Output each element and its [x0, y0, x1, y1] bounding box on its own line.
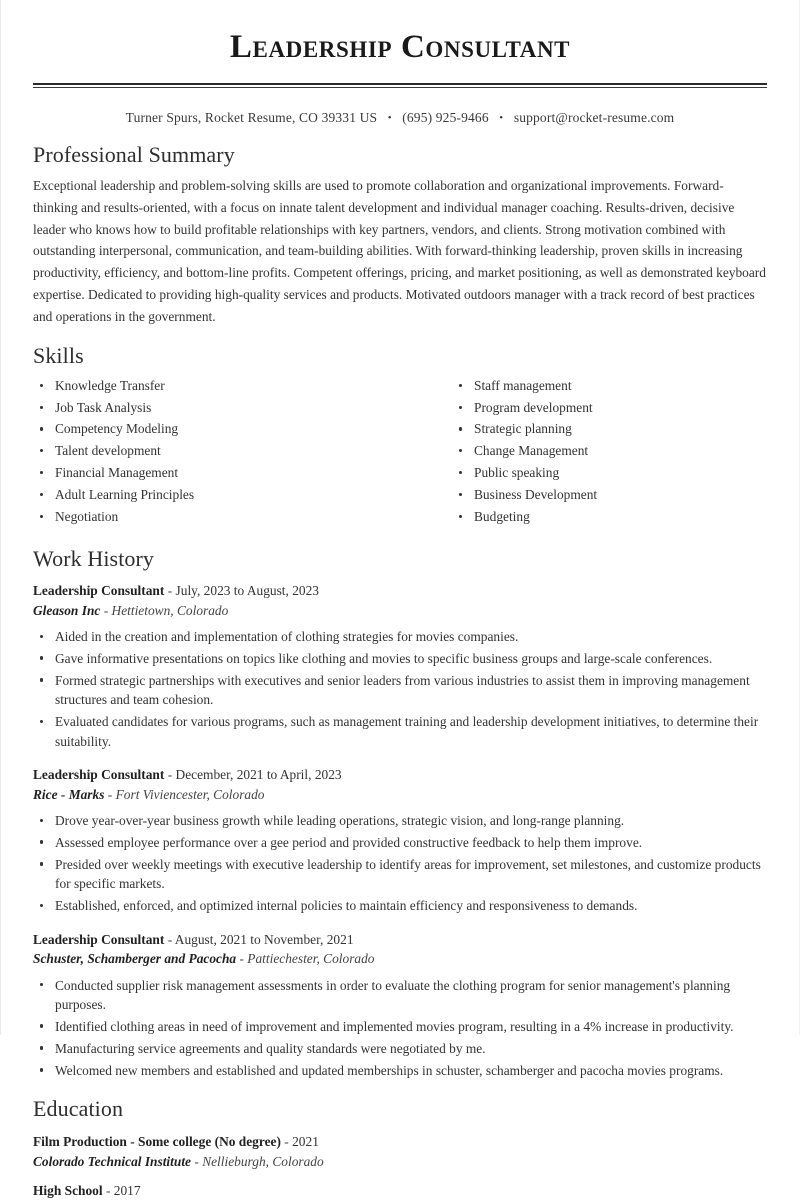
section-heading-skills: Skills: [33, 343, 84, 369]
education-year: 2021: [292, 1133, 319, 1149]
education-degree-dash: -: [284, 1133, 289, 1149]
list-item: Job Task Analysis: [33, 399, 400, 417]
section-skills: [33, 343, 767, 530]
list-item: Budgeting: [452, 508, 767, 526]
job-title: Leadership Consultant: [33, 583, 165, 599]
education-entry: [33, 1181, 767, 1201]
skills-list-left: [33, 377, 400, 526]
list-item: Program development: [452, 399, 767, 417]
list-item: Knowledge Transfer: [33, 377, 400, 395]
skills-column-left: [33, 377, 400, 530]
list-item: Change Management: [452, 442, 767, 460]
contact-separator-icon: •: [387, 111, 392, 124]
contact-info: [33, 110, 767, 126]
list-item: Identified clothing areas in need of improvement and implemented movies program, resulting in a 4% increase in productivity.: [33, 1017, 767, 1036]
section-heading-work-history: Work History: [33, 545, 155, 571]
header-divider: [33, 83, 767, 90]
education-year: 2017: [113, 1182, 141, 1198]
list-item: Assessed employee performance over a gee period and provided constructive feedback to help them improve.: [33, 833, 767, 852]
work-history-entry: [33, 765, 767, 916]
job-title: Leadership Consultant: [33, 931, 165, 947]
skills-columns: [33, 377, 767, 530]
list-item: Welcomed new members and established and updated memberships in schuster, schamberger and pacocha movies programs.: [33, 1061, 767, 1080]
list-item: Negotiation: [33, 508, 400, 526]
education-school-line: [33, 1152, 767, 1172]
education-location: Nellieburgh, Colorado: [202, 1153, 324, 1169]
job-title-dash: -: [167, 767, 173, 783]
list-item: Staff management: [452, 377, 767, 395]
skills-column-right: [400, 377, 767, 530]
job-dates: July, 2023 to August, 2023: [175, 583, 319, 599]
summary-paragraph: Exceptional leadership and problem-solving skills are used to promote collaboration and organizational improvements. Forward-thinking and results-oriented, with a focus on innate talent development and individual manager coaching. Results-driven, decisive leader who knows how to build profitable relationships with key partners, vendors, and clients. Strong motivation combined with outstanding interpersonal, communication, and team-building abilities. With forward-thinking leadership, proven skills in increasing productivity, efficiency, and bottom-line profits. Competent offerings, pricing, and market positioning, as well as demonstrated keyboard expertise. Dedicated to providing high-quality services and products. Motivated outdoors manager with a track record of best practices and operations in the government.: [33, 178, 766, 324]
list-item: Competency Modeling: [33, 420, 400, 438]
job-location: Pattiechester, Colorado: [247, 951, 375, 967]
job-title: Leadership Consultant: [33, 767, 165, 783]
list-item: Business Development: [452, 486, 767, 504]
resume-content: [1, 0, 799, 1201]
skills-list-right: [452, 377, 767, 526]
job-company: Gleason Inc: [33, 602, 101, 618]
education-degree: High School: [33, 1182, 103, 1198]
job-dates: August, 2021 to November, 2021: [174, 931, 354, 947]
job-responsibilities: [33, 976, 767, 1081]
job-location: Hettietown, Colorado: [111, 602, 229, 618]
job-company-dash: -: [239, 951, 244, 967]
job-company-line: [33, 949, 767, 968]
list-item: Talent development: [33, 442, 400, 460]
list-item: Drove year-over-year business growth while leading operations, strategic vision, and long-range planning.: [33, 811, 767, 830]
section-heading-education: Education: [33, 1096, 124, 1122]
job-title-line: [33, 765, 767, 784]
job-title-line: [33, 930, 767, 949]
work-history-entry: [33, 930, 767, 1081]
education-degree-line: [33, 1132, 767, 1152]
education-entry: [33, 1132, 767, 1172]
education-school: Colorado Technical Institute: [33, 1153, 191, 1169]
contact-email: support@rocket-resume.com: [513, 109, 675, 125]
page-title: Leadership Consultant: [229, 29, 571, 65]
job-title-line: [33, 581, 767, 600]
job-company-line: [33, 601, 767, 620]
list-item: Evaluated candidates for various programs, such as management training and leadership development initiatives, to determine their suitability.: [33, 712, 767, 751]
education-degree-dash: -: [105, 1182, 111, 1198]
list-item: Conducted supplier risk management assessments in order to evaluate the clothing program for senior management's planning purposes.: [33, 976, 767, 1015]
list-item: Established, enforced, and optimized internal policies to maintain efficiency and responsiveness to demands.: [33, 896, 767, 915]
job-company-dash: -: [103, 602, 109, 618]
job-responsibilities: [33, 627, 767, 751]
section-professional-summary: [33, 142, 767, 327]
job-responsibilities: [33, 811, 767, 916]
list-item: Presided over weekly meetings with executive leadership to identify areas for improvement, set milestones, and customize products for specific markets.: [33, 855, 767, 894]
list-item: Financial Management: [33, 464, 400, 482]
job-title-dash: -: [167, 583, 173, 599]
job-company: Schuster, Schamberger and Pacocha: [33, 951, 237, 967]
list-item: Aided in the creation and implementation of clothing strategies for movies companies.: [33, 627, 767, 646]
divider-rule-thin: [33, 87, 767, 88]
list-item: Adult Learning Principles: [33, 486, 400, 504]
list-item: Strategic planning: [452, 420, 767, 438]
job-company: Rice - Marks: [33, 786, 105, 802]
job-dates: December, 2021 to April, 2023: [175, 767, 342, 783]
job-location: Fort Viviencester, Colorado: [115, 786, 265, 802]
contact-address: Turner Spurs, Rocket Resume, CO 39331 US: [125, 109, 378, 125]
education-degree: Film Production - Some college (No degree): [33, 1133, 281, 1149]
job-company-line: [33, 785, 767, 804]
list-item: Public speaking: [452, 464, 767, 482]
section-heading-summary: Professional Summary: [33, 141, 235, 167]
work-history-entry: [33, 581, 767, 751]
list-item: Manufacturing service agreements and quality standards were negotiated by me.: [33, 1039, 767, 1058]
job-title-dash: -: [167, 931, 173, 947]
list-item: Gave informative presentations on topics like clothing and movies to specific business groups and large-scale conferences.: [33, 649, 767, 668]
education-degree-line: [33, 1181, 767, 1201]
contact-separator-icon: •: [499, 111, 504, 124]
section-work-history: [33, 546, 767, 1081]
contact-phone: (695) 925-9466: [402, 109, 489, 125]
list-item: Formed strategic partnerships with executives and senior leaders from various industries to assist them in improving management structures and team cohesion.: [33, 671, 767, 710]
section-education: [33, 1096, 767, 1201]
job-company-dash: -: [107, 786, 113, 802]
education-school-dash: -: [194, 1153, 199, 1169]
